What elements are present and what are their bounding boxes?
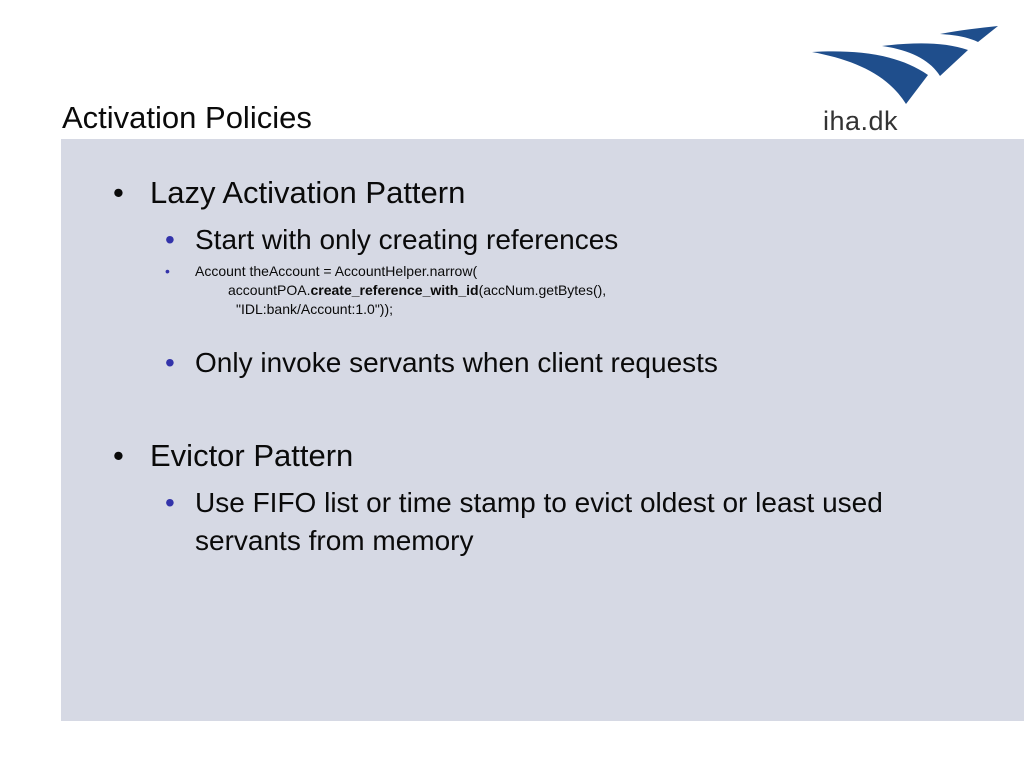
sub-bullet-start-references [165,221,865,259]
iha-logo [810,20,1010,135]
bullet-text: Evictor Pattern [150,438,354,473]
content-panel [61,139,1024,721]
code-line-1: Account theAccount = AccountHelper.narrow( [195,263,478,279]
sub-bullet-marker: • [165,487,175,518]
logo-text: iha.dk [823,106,899,136]
code-bullet-marker: • [165,263,170,279]
logo-swoosh-icon [810,20,1010,110]
bullet-text: Lazy Activation Pattern [150,175,466,210]
bullet-marker: • [113,438,124,473]
sub-bullet-text-line-1: Use FIFO list or time stamp to evict oldest or least used [195,487,883,518]
sub-bullet-text-line-2: servants from memory [195,525,474,556]
sub-bullet-marker: • [165,224,175,255]
code-line-2 [228,281,606,299]
bullet-lazy-activation [113,175,713,211]
code-line-2-suffix: (accNum.getBytes(), [478,282,607,298]
slide-title: Activation Policies [62,100,312,135]
sub-bullet-fifo [165,484,1015,560]
code-line-3: "IDL:bank/Account:1.0")); [236,301,394,317]
code-line-2-method: create_reference_with_id [310,282,479,298]
sub-bullet-text: Start with only creating references [195,224,619,255]
bullet-evictor-pattern [113,438,713,474]
sub-bullet-invoke-servants [165,344,865,382]
sub-bullet-text: Only invoke servants when client requests [195,347,718,378]
code-line-2-prefix: accountPOA. [228,282,311,298]
sub-bullet-marker: • [165,347,175,378]
bullet-marker: • [113,175,124,210]
